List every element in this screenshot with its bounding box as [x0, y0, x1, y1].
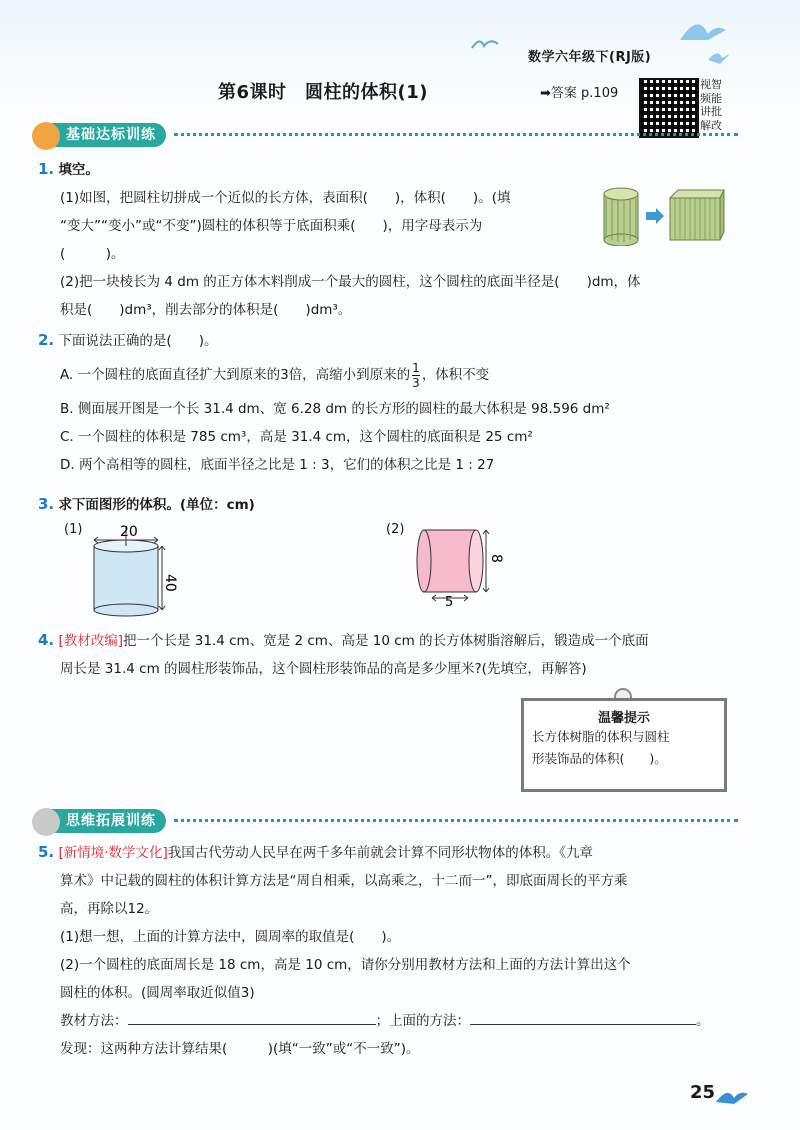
q2-option-d[interactable]: D. 两个高相等的圆柱，底面半径之比是 1 : 3，它们的体积之比是 1 : 27: [60, 457, 495, 473]
fraction: $\frac{1}{3}$: [412, 360, 420, 390]
hint-box: [521, 698, 727, 792]
height-label: 8: [488, 554, 504, 563]
question-number: 3.: [38, 495, 55, 513]
height-label: 40: [162, 574, 178, 592]
q1-part2-line2: 积是( )dm³，削去部分的体积是( )dm³。: [60, 302, 352, 318]
q2-option-c[interactable]: C. 一个圆柱的体积是 785 cm³，高是 31.4 cm，这个圆柱的底面积是 25 cm²: [60, 429, 533, 445]
answer-reference[interactable]: ➡答案 p.109: [540, 86, 619, 101]
bird-icon: [678, 16, 728, 46]
q5-methods: 教材方法： ；上面的方法： 。: [60, 1013, 710, 1029]
q5-sub2-line1: (2)一个圆柱的底面周长是 18 cm，高是 10 cm，请你分别用教材方法和上面的方法计算出这个: [60, 957, 631, 973]
diameter-label: 20: [120, 524, 138, 540]
q1-part2-line1: (2)把一块棱长为 4 dm 的正方体木料削成一个最大的圆柱，这个圆柱的底面半径是( )dm，体: [60, 274, 641, 290]
section-basic-title: 基础达标训练: [38, 123, 166, 147]
q5-line2: 算术》中记载的圆柱的体积计算方法是“周自相乘，以高乘之，十二而一”，即底面周长的平方乘: [60, 873, 628, 889]
divider: [174, 819, 738, 822]
radius-label: 5: [445, 595, 454, 608]
q1-part1-line2: “变大”“变小”或“不变”)圆柱的体积等于底面积乘( )，用字母表示为: [60, 218, 483, 234]
bird-icon: [706, 46, 732, 66]
q5-sub1: (1)想一想，上面的计算方法中，圆周率的取值是( )。: [60, 929, 401, 945]
hint-line-1: 长方体树脂的体积与圆柱: [532, 729, 670, 744]
hint-title: 温馨提示: [597, 711, 650, 726]
divider: [174, 133, 738, 136]
q4-line2: 周长是 31.4 cm 的圆柱形装饰品，这个圆柱形装饰品的高是多少厘米?(先填空，再解答): [60, 661, 587, 677]
q5-line3: 高，再除以12。: [60, 901, 159, 917]
page-title: 第6课时 圆柱的体积(1): [218, 82, 429, 103]
q1-part1-line1: (1)如图，把圆柱切拼成一个近似的长方体，表面积( )，体积( )。(填: [60, 190, 511, 206]
figure-2-cylinder: [410, 522, 510, 608]
figure-1-label: (1): [64, 522, 83, 537]
method1-answer-blank[interactable]: [128, 1024, 376, 1025]
hint-line-2: 形装饰品的体积( )。: [532, 751, 667, 766]
qr-label: 视智频能讲批解改: [700, 78, 722, 132]
question-tag: [教材改编]: [58, 633, 123, 649]
section-extend-title: 思维拓展训练: [38, 809, 166, 833]
q1-part1-line3: ( )。: [60, 246, 125, 262]
bird-icon: [714, 1084, 750, 1106]
question-tag: [新情境·数学文化]: [58, 845, 168, 861]
question-number: 5.: [38, 843, 55, 861]
arrow-right-icon: ➡: [540, 86, 551, 101]
question-number: 2.: [38, 331, 55, 349]
q2-option-a[interactable]: A. 一个圆柱的底面直径扩大到原来的3倍，高缩小到原来的 $\frac{1}{3}$ ，体积不变: [60, 360, 490, 390]
question-4: 4. [教材改编]把一个长是 31.4 cm、宽是 2 cm、高是 10 cm 的长方体树脂溶解后，锻造成一个底面 周长是 31.4 cm 的圆柱形装饰品，这个圆柱形装饰品的高是多少厘米?(先填空，再解答): [38, 626, 758, 683]
question-title: 填空。: [58, 162, 99, 178]
book-series: 数学六年级下(RJ版): [528, 50, 652, 65]
mascot-icon: [32, 808, 60, 836]
question-2: [38, 326, 758, 479]
question-number: 4.: [38, 631, 55, 649]
cylinder-to-cuboid-figure: [600, 186, 726, 246]
question-3-heading: [38, 490, 255, 519]
figure-1-cylinder: [86, 520, 186, 624]
question-title: 下面说法正确的是( )。: [58, 333, 218, 349]
bird-icon: [470, 36, 500, 52]
question-5: 5. [新情境·数学文化]我国古代劳动人民早在两千多年前就会计算不同形状物体的体积。《九章 算术》中记载的圆柱的体积计算方法是“周自相乘，以高乘之，十二而一”，即底面周长的平方乘 高，再除以12。 (1)想一想，上面的计算方法中，圆周率的取值是( )。 (2)一个圆柱的底面周长是 18 cm，高是 10 cm，请你分别用教材方法和上面的方法计算出这个 圆柱的体积。(圆周率取近似值3) 教材方法： ；上面的方法： 。 发现：这两种方法计算结果( )(填“一致”或“不一致”)。: [38, 838, 758, 1063]
method2-answer-blank[interactable]: [470, 1024, 696, 1025]
page-number: 25: [690, 1082, 716, 1103]
question-number: 1.: [38, 160, 55, 178]
q5-sub2-line2: 圆柱的体积。(圆周率取近似值3): [60, 985, 255, 1001]
q2-option-b[interactable]: B. 侧面展开图是一个长 31.4 dm、宽 6.28 dm 的长方形的圆柱的最大体积是 98.596 dm²: [60, 401, 610, 417]
question-title: 求下面图形的体积。(单位：cm): [58, 497, 255, 513]
mascot-icon: [32, 122, 60, 150]
q5-finding: 发现：这两种方法计算结果( )(填“一致”或“不一致”)。: [60, 1041, 420, 1057]
figure-2-label: (2): [386, 522, 405, 537]
section-basic-header: [38, 120, 738, 148]
section-extend-header: [38, 806, 738, 834]
